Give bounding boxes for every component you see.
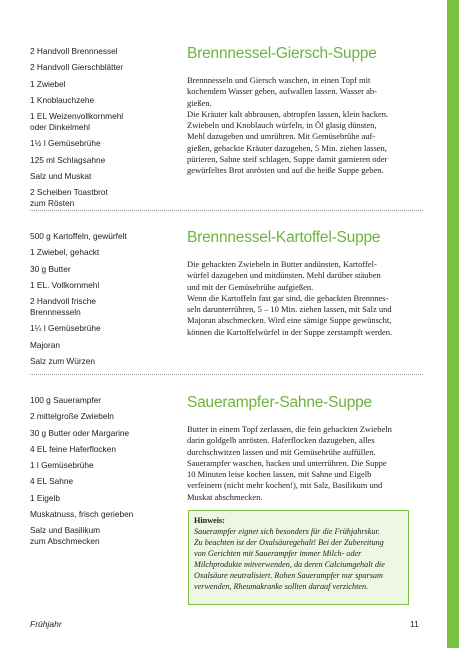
ingredient-item: 100 g Sauerampfer (30, 395, 102, 405)
section-divider (30, 374, 423, 375)
recipe-title-3: Sauerampfer-Sahne-Suppe (187, 394, 372, 411)
ingredient-item: 2 Handvoll Brennnessel (30, 46, 118, 56)
section-divider (30, 210, 423, 211)
hint-text: Sauerampfer eignet sich besonders für die Frühjahrskur. Zu beachten ist der Oxalsäuregehalt! Bei der Zubereitung von Gerichten mit Sauerampfer immer Milch- oder Milchprodukte mitverwenden, da deren Calciumgehalt die Oxalsäure neutralisiert. Rohen Sauerampfer nur sparsam verwenden, Rheumakranke sollten darauf verzichten. (194, 527, 385, 591)
recipe-instructions-1: Brennnesseln und Giersch waschen, in einen Topf mit kochendem Wasser geben, aufwallen lassen. Wasser ab- gießen. Die Kräuter kalt abbrausen, abtropfen lassen, klein hacken. Zwiebeln und Knoblauch würfeln, in Öl glasig dünsten, Mehl dazugeben und umrühren. Mit Gemüsebrühe auf- gießen, gehackte Kräuter dazugeben, 5 Min. ziehen lassen, pürieren, Sahne steif schlagen, Suppe damit garnieren oder gewürfeltes Brot anrösten und auf die heiße Suppe geben. (187, 75, 389, 176)
ingredient-item: Majoran (30, 339, 60, 350)
ingredient-item: 1¼ l Gemüsebrühe (30, 323, 101, 334)
ingredient-item: 1 EL. Vollkornmehl (30, 279, 100, 290)
ingredient-item: 2 Scheiben Toastbrot zum Rösten (30, 187, 108, 209)
hint-box (188, 510, 409, 605)
ingredient-item: 2 Handvoll frische Brennnesseln (30, 296, 96, 318)
ingredient-item: 4 EL Sahne (30, 476, 74, 487)
ingredient-item: 125 ml Schlagsahne (30, 154, 106, 165)
ingredient-item: 1 Zwiebel (30, 78, 66, 89)
page-number: 11 (410, 619, 419, 629)
ingredient-item: 4 EL feine Haferflocken (30, 443, 116, 454)
recipe-instructions-3: Butter in einem Topf zerlassen, die fein gehackten Zwiebeln darin goldgelb anrösten. Haferflocken dazugeben, alles durchschwitzen lassen und mit Gemüsebrühe auffüllen. Sauerampfer waschen, hacken und unterrühren. Die Suppe 10 Minuten leise kochen lassen, mit Sahne und Eigelb verfeinern (nicht mehr kochen!), mit Salz, Basilikum und Muskat abschmecken. (187, 424, 392, 502)
recipe-title-2: Brennnessel-Kartoffel-Suppe (187, 229, 381, 246)
ingredient-item: 1½ l Gemüsebrühe (30, 138, 101, 149)
footer-section-label: Frühjahr (30, 619, 62, 629)
ingredients-list-2 (30, 231, 170, 372)
chapter-color-bar (447, 0, 459, 648)
ingredient-item: 500 g Kartoffeln, gewürfelt (30, 231, 127, 241)
ingredient-item: 1 Eigelb (30, 492, 60, 503)
ingredients-list-3 (30, 395, 170, 553)
ingredient-item: 1 Knoblauchzehe (30, 94, 95, 105)
recipe-title-1: Brennnessel-Giersch-Suppe (187, 45, 377, 62)
ingredient-item: 1 l Gemüsebrühe (30, 460, 94, 471)
ingredients-list-1 (30, 46, 170, 215)
ingredient-item: 2 mittelgroße Zwiebeln (30, 411, 114, 422)
ingredient-item: Salz zum Würzen (30, 356, 96, 367)
ingredient-item: 30 g Butter oder Margarine (30, 427, 130, 438)
ingredient-item: 2 Handvoll Gierschblätter (30, 62, 124, 73)
ingredient-item: 1 Zwiebel, gehackt (30, 247, 100, 258)
recipe-instructions-2: Die gehackten Zwiebeln in Butter andünsten, Kartoffel- würfel dazugeben und mitdünsten. Mehl darüber stäuben und mit der Gemüsebrühe aufgießen. Wenn die Kartoffeln fast gar sind, die gehackten Brennnes- seln darunterrühren, 5 – 10 Min. ziehen lassen, mit Salz und Majoran abschmecken. Wird eine sämige Suppe gewünscht, können die Kartoffelwürfel in der Suppe zerstampft werden. (187, 259, 393, 337)
ingredient-item: 30 g Butter (30, 263, 71, 274)
ingredient-item: Salz und Muskat (30, 171, 92, 182)
ingredient-item: Salz und Basilikum zum Abschmecken (30, 525, 101, 547)
ingredient-item: 1 EL Weizenvollkornmehl oder Dinkelmehl (30, 111, 124, 133)
ingredient-item: Muskatnuss, frisch gerieben (30, 509, 134, 520)
hint-title: Hinweis: (194, 516, 225, 525)
